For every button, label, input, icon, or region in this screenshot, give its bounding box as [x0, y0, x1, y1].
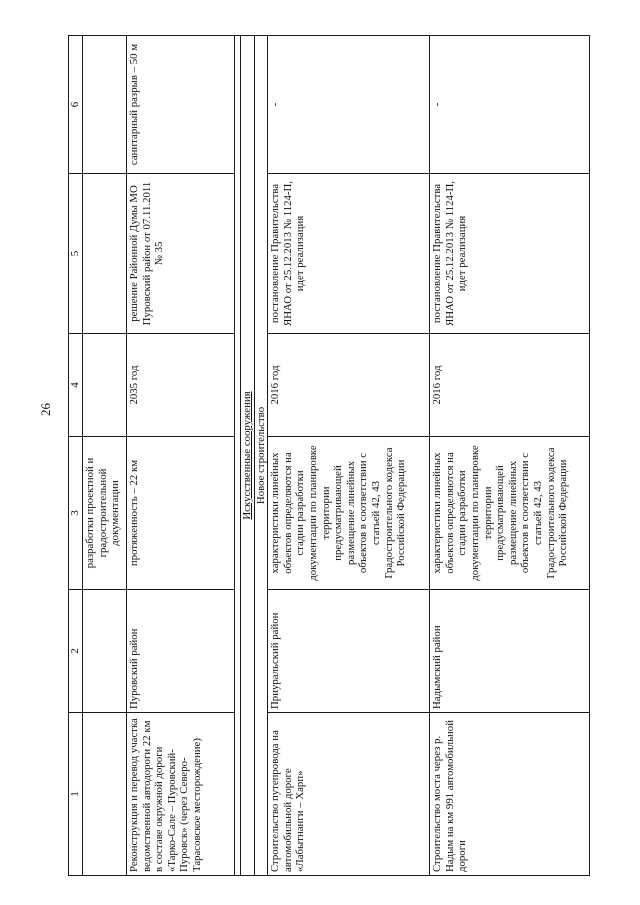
- header-cell: 5: [69, 174, 83, 334]
- table-cell: характеристики линейных объектов определяются на стадии разработки документации по планировке территории предусматривающей размещение линейных объектов в соответствии с статьей 42, 43 Градостроительного кодекса Российской Федерации: [430, 437, 590, 590]
- page-number: 26: [38, 403, 53, 416]
- table-cell: Строительство путепровода на автомобильной дороге «Лабытнанги – Харп»: [268, 713, 430, 876]
- table-cell: протяженность – 22 км: [127, 437, 235, 590]
- table-cell: -: [268, 36, 430, 174]
- table-cell: постановление Правительства ЯНАО от 25.12.2013 № 1124-П, идет реализация: [268, 174, 430, 334]
- table-cell: Надымский район: [430, 590, 590, 713]
- table-row: [430, 36, 590, 876]
- header-cell: 1: [69, 713, 83, 876]
- header-cell: 2: [69, 590, 83, 713]
- table-cell: [83, 36, 127, 174]
- table-cell: 2016 год: [430, 334, 590, 437]
- subsection-title: Новое строительство: [254, 36, 268, 876]
- subsection-title-row: [254, 36, 268, 876]
- table-cell: характеристики линейных объектов определяются на стадии разработки документации по планировке территории предусматривающей размещение линейных объектов в соответствии с статьей 42, 43 Градостроительного кодекса Российской Федерации: [268, 437, 430, 590]
- table-row: [83, 36, 127, 876]
- table-row: [127, 36, 235, 876]
- table-cell: разработки проектной и градостроительной документации: [83, 437, 127, 590]
- table-header-row: [69, 36, 83, 876]
- table-cell: Пуровский район: [127, 590, 235, 713]
- table-cell: Реконструкция и перевод участка ведомственной автодороги 22 км в составе окружной дороги «Тарко-Сале – Пуровский-Пуровск» (через Северо-Тарасовское месторождение): [127, 713, 235, 876]
- table-cell: 2035 год: [127, 334, 235, 437]
- header-cell: 3: [69, 437, 83, 590]
- table-cell: Приуральский район: [268, 590, 430, 713]
- table-cell: постановление Правительства ЯНАО от 25.12.2013 № 1124-П, идет реализация: [430, 174, 590, 334]
- table-cell: решение Районной Думы МО Пуровский район от 07.11.2011 № 35: [127, 174, 235, 334]
- table-cell: -: [430, 36, 590, 174]
- table-row: [268, 36, 430, 876]
- document-table: [68, 35, 590, 876]
- table-cell: [83, 174, 127, 334]
- header-cell: 6: [69, 36, 83, 174]
- document-table-container: [68, 36, 640, 876]
- table-cell: [83, 590, 127, 713]
- table-cell: санитарный разрыв – 50 м: [127, 36, 235, 174]
- section-title: Искусственные сооружения: [241, 36, 255, 876]
- header-cell: 4: [69, 334, 83, 437]
- section-title-row: [241, 36, 255, 876]
- table-cell: [83, 334, 127, 437]
- table-cell: 2016 год: [268, 334, 430, 437]
- table-cell: [83, 713, 127, 876]
- table-cell: Строительство моста через р. Надым на км 991 автомобильной дороги: [430, 713, 590, 876]
